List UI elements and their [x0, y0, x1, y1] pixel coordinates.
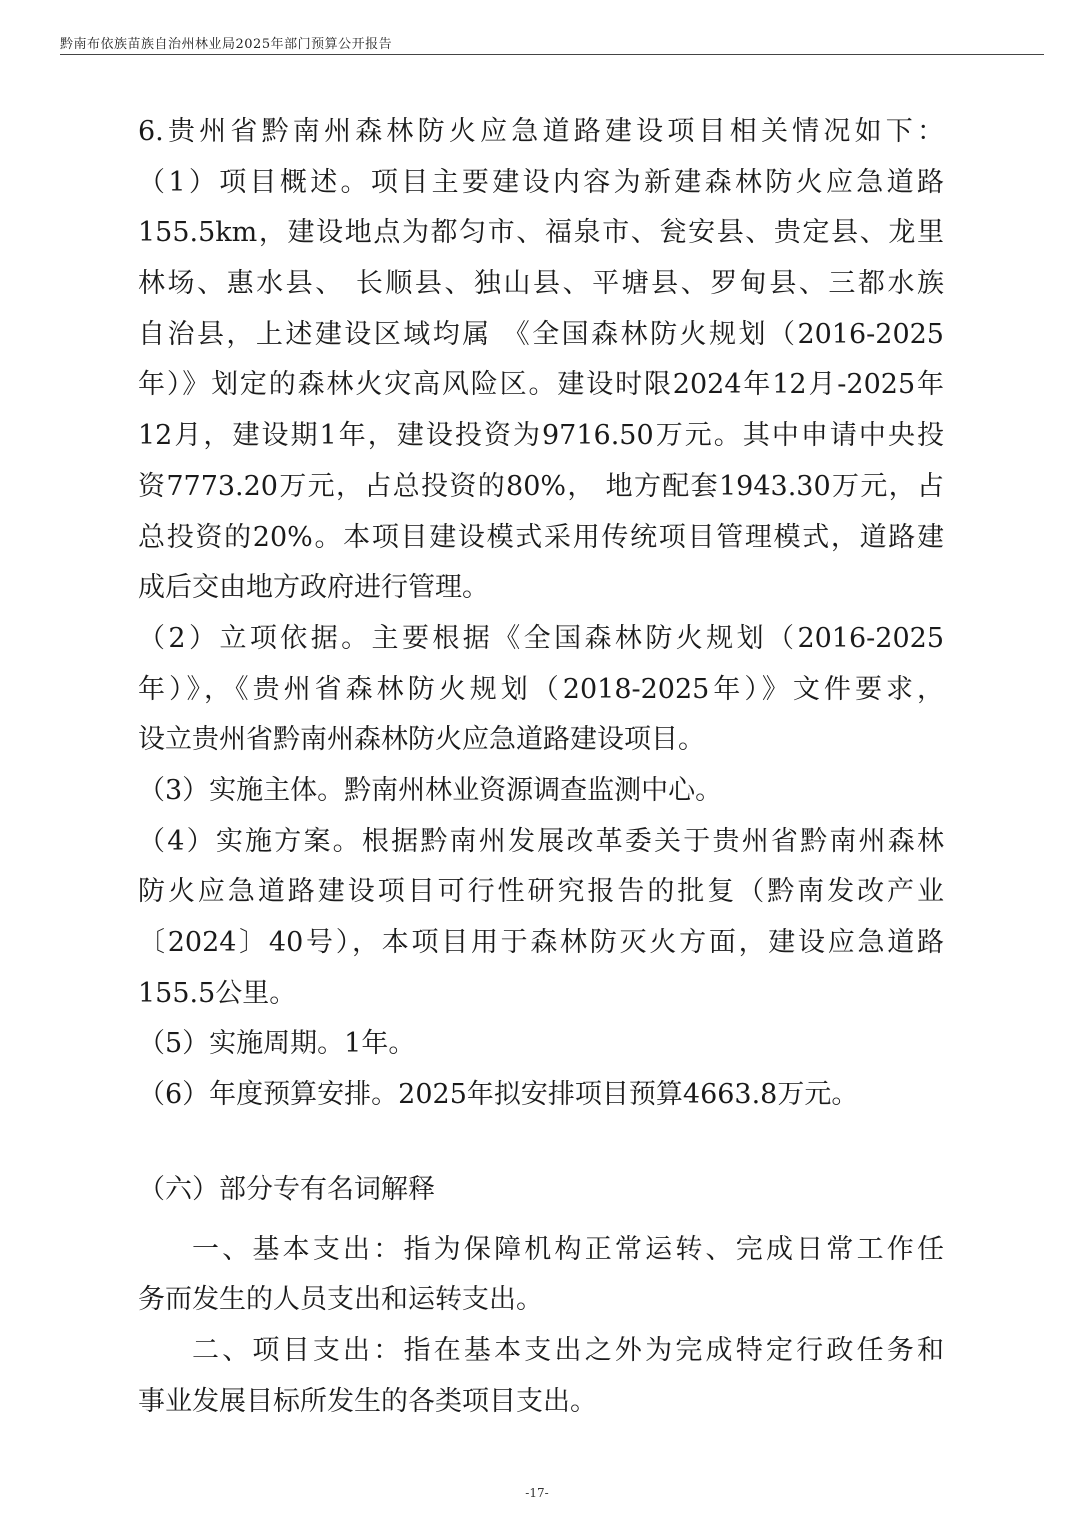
paragraph-line: 成后交由地方政府进行管理。: [138, 572, 489, 604]
paragraph-line: （6）年度预算安排。2025年拟安排项目预算4663.8万元。: [138, 1079, 859, 1111]
section-spacer: [138, 1121, 944, 1165]
paragraph-line: （1）项目概述。项目主要建设内容为新建森林防火应急道路: [138, 166, 944, 198]
paragraph-line: 林场、惠水县、 长顺县、独山县、平塘县、罗甸县、三都水族: [138, 268, 944, 300]
document-header: 黔南布依族苗族自治州林业局2025年部门预算公开报告: [60, 37, 393, 52]
paragraph-line: 155.5公里。: [138, 977, 297, 1009]
definition-line: 二、项目支出：指在基本支出之外为完成特定行政任务和: [192, 1335, 944, 1367]
paragraph-line: 自治县，上述建设区域均属 《全国森林防火规划（2016-2025: [138, 318, 944, 350]
paragraph-line: 总投资的20%。本项目建设模式采用传统项目管理模式，道路建: [138, 521, 944, 553]
page-content: [138, 107, 944, 1428]
paragraph-line: 6.贵州省黔南州森林防火应急道路建设项目相关情况如下：: [138, 116, 944, 147]
paragraph-line: （2）立项依据。主要根据《全国森林防火规划（2016-2025: [138, 622, 944, 654]
paragraph-line: 155.5km，建设地点为都匀市、福泉市、瓮安县、贵定县、龙里: [138, 217, 944, 249]
paragraph-line: 年）》，《贵州省森林防火规划（2018-2025年）》文件要求，: [138, 673, 944, 705]
paragraph-line: 12月，建设期1年，建设投资为9716.50万元。其中申请中央投: [138, 420, 944, 452]
paragraph-line: 年）》划定的森林火灾高风险区。建设时限2024年12月-2025年: [138, 369, 944, 401]
header-divider: [60, 54, 1044, 55]
paragraph-line: 设立贵州省黔南州森林防火应急道路建设项目。: [138, 724, 705, 756]
paragraph-line: （4）实施方案。根据黔南州发展改革委关于贵州省黔南州森林: [138, 825, 944, 857]
page-number: -17-: [525, 1486, 549, 1500]
section-heading: （六）部分专有名词解释: [138, 1173, 435, 1205]
definition-line: 务而发生的人员支出和运转支出。: [138, 1284, 543, 1316]
definition-line: 一、基本支出：指为保障机构正常运转、完成日常工作任: [192, 1233, 944, 1265]
paragraph-line: 防火应急道路建设项目可行性研究报告的批复（黔南发改产业: [138, 876, 944, 908]
paragraph-line: 资7773.20万元，占总投资的80%， 地方配套1943.30万元，占: [138, 470, 944, 502]
paragraph-line: （3）实施主体。黔南州林业资源调查监测中心。: [138, 774, 723, 806]
paragraph-line: （5）实施周期。1年。: [138, 1028, 416, 1060]
definition-line: 事业发展目标所发生的各类项目支出。: [138, 1385, 597, 1417]
paragraph-line: 〔2024〕40号），本项目用于森林防灭火方面，建设应急道路: [138, 927, 944, 958]
